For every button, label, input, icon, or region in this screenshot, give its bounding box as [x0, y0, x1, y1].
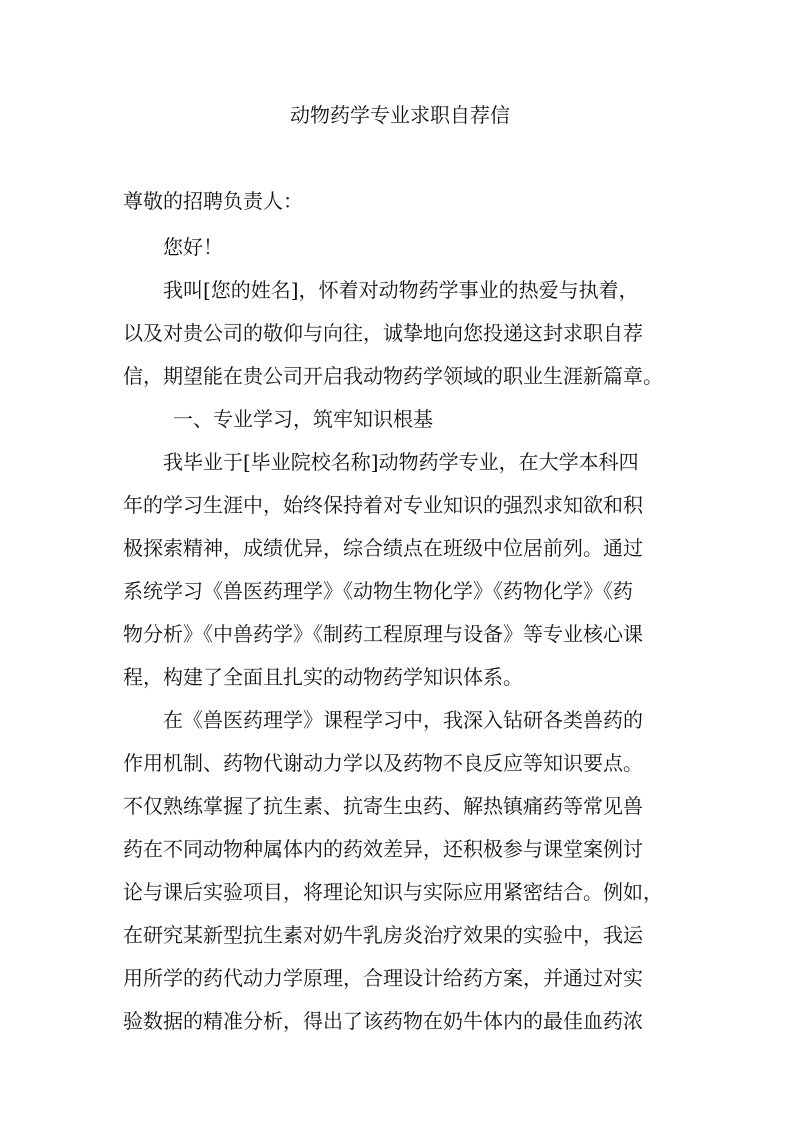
greeting: 您好！	[163, 235, 223, 259]
paragraph-line: 信，期望能在贵公司开启我动物药学领域的职业生涯新篇章。	[123, 364, 663, 388]
paragraph-line: 我叫[您的姓名]，怀着对动物药学事业的热爱与执着，	[163, 278, 639, 302]
paragraph-line: 用所学的药代动力学原理，合理设计给药方案，并通过对实	[123, 966, 643, 990]
paragraph-line: 物分析》《中兽药学》《制药工程原理与设备》等专业核心课	[123, 622, 643, 646]
paragraph-line: 在《兽医药理学》课程学习中，我深入钻研各类兽药的	[163, 708, 643, 732]
section-heading: 一、专业学习，筑牢知识根基	[173, 407, 433, 431]
paragraph-line: 我毕业于[毕业院校名称]动物药学专业，在大学本科四	[163, 450, 639, 474]
paragraph-line: 论与课后实验项目，将理论知识与实际应用紧密结合。例如，	[123, 880, 663, 904]
salutation: 尊敬的招聘负责人：	[123, 189, 303, 213]
paragraph-line: 极探索精神，成绩优异，综合绩点在班级中位居前列。通过	[123, 536, 643, 560]
paragraph-line: 系统学习《兽医药理学》《动物生物化学》《药物化学》《药	[123, 579, 633, 603]
paragraph-line: 以及对贵公司的敬仰与向往，诚挚地向您投递这封求职自荐	[123, 321, 643, 345]
paragraph-line: 作用机制、药物代谢动力学以及药物不良反应等知识要点。	[123, 751, 643, 775]
paragraph-line: 不仅熟练掌握了抗生素、抗寄生虫药、解热镇痛药等常见兽	[123, 794, 643, 818]
letter-title: 动物药学专业求职自荐信	[290, 103, 510, 127]
paragraph-line: 药在不同动物种属体内的药效差异，还积极参与课堂案例讨	[123, 837, 643, 861]
paragraph-line: 程，构建了全面且扎实的动物药学知识体系。	[123, 665, 523, 689]
paragraph-line: 年的学习生涯中，始终保持着对专业知识的强烈求知欲和积	[123, 493, 643, 517]
paragraph-line: 在研究某新型抗生素对奶牛乳房炎治疗效果的实验中，我运	[123, 923, 643, 947]
paragraph-line: 验数据的精准分析，得出了该药物在奶牛体内的最佳血药浓	[123, 1009, 643, 1033]
